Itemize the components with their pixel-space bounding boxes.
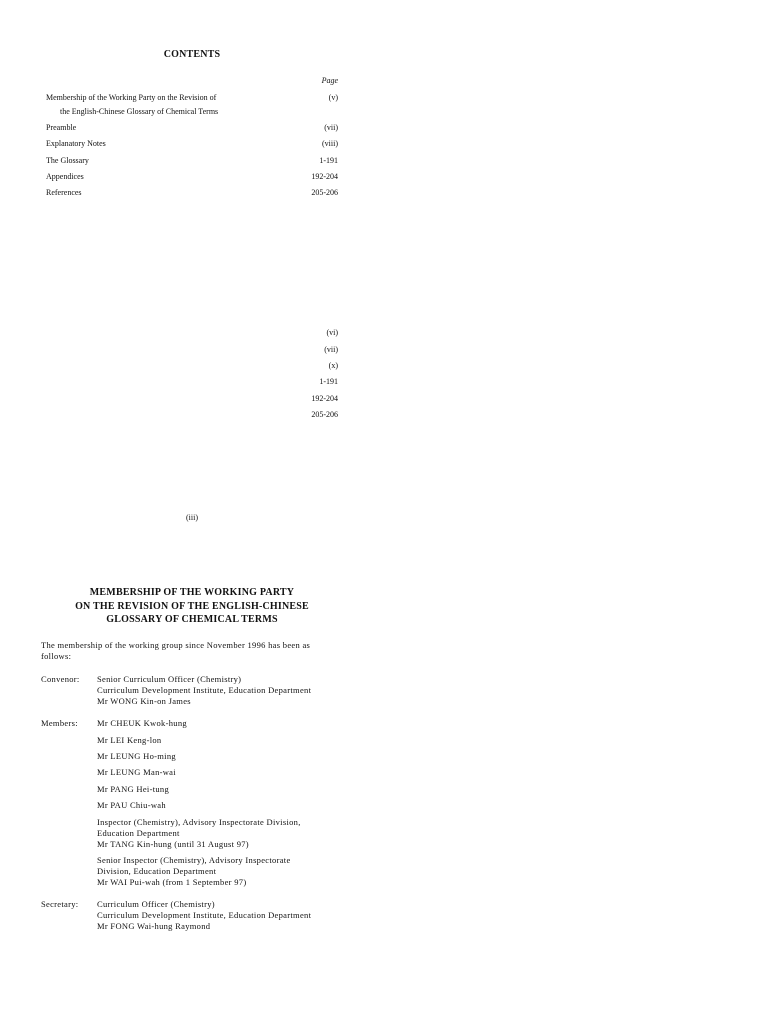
membership-title-line3: GLOSSARY OF CHEMICAL TERMS <box>106 614 278 625</box>
membership-title-line1: MEMBERSHIP OF THE WORKING PARTY <box>89 587 295 598</box>
page-number: 1-191 <box>319 377 338 386</box>
member-name: Mr LEUNG Ho-ming <box>97 751 176 761</box>
member-senior-inspector-line: Mr WAI Pui-wah (from 1 September 97) <box>97 877 247 887</box>
page-footer-number: (iii) <box>186 513 198 522</box>
secretary-line: Curriculum Development Institute, Education Department <box>97 910 312 920</box>
toc-entry-membership-line1: Membership of the Working Party on the Revision of <box>46 93 217 102</box>
member-name: Mr CHEUK Kwok-hung <box>97 718 187 728</box>
member-inspector-line: Inspector (Chemistry), Advisory Inspectorate Division, <box>97 817 301 827</box>
member-inspector-line: Mr TANG Kin-hung (until 31 August 97) <box>97 839 249 849</box>
toc-entry-explanatory-notes: Explanatory Notes <box>46 139 106 148</box>
toc-page-explanatory-notes: (viii) <box>322 139 338 148</box>
member-inspector-line: Education Department <box>97 828 180 838</box>
member-name: Mr LEI Keng-lon <box>97 735 162 745</box>
toc-entry-membership-line2: the English-Chinese Glossary of Chemical Terms <box>60 107 219 116</box>
toc-page-membership: (v) <box>328 93 338 102</box>
secretary-role: Secretary: <box>41 899 79 909</box>
member-name: Mr PANG Hei-tung <box>97 784 170 794</box>
member-senior-inspector-line: Division, Education Department <box>97 866 217 876</box>
membership-title-line2: ON THE REVISION OF THE ENGLISH-CHINESE <box>75 601 309 612</box>
toc-page-appendices: 192-204 <box>311 172 338 181</box>
page-number: (vi) <box>326 328 338 337</box>
contents-title: CONTENTS <box>163 49 221 60</box>
toc-page-glossary: 1-191 <box>319 156 338 165</box>
toc-entry-glossary: The Glossary <box>46 156 89 165</box>
membership-intro-line1: The membership of the working group since November 1996 has been as <box>41 640 311 650</box>
convenor-line: Curriculum Development Institute, Education Department <box>97 685 312 695</box>
page-number: (vii) <box>324 345 338 354</box>
convenor-role: Convenor: <box>41 674 80 684</box>
toc-entry-preamble: Preamble <box>46 123 77 132</box>
members-role: Members: <box>41 718 78 728</box>
page-number: 192-204 <box>311 394 338 403</box>
membership-intro-line2: follows: <box>41 651 72 661</box>
secretary-line: Mr FONG Wai-hung Raymond <box>97 921 211 931</box>
member-senior-inspector-line: Senior Inspector (Chemistry), Advisory Inspectorate <box>97 855 291 865</box>
secretary-line: Curriculum Officer (Chemistry) <box>97 899 215 909</box>
convenor-line: Mr WONG Kin-on James <box>97 696 191 706</box>
convenor-line: Senior Curriculum Officer (Chemistry) <box>97 674 242 684</box>
member-name: Mr LEUNG Man-wai <box>97 767 176 777</box>
toc-entry-appendices: Appendices <box>46 172 84 181</box>
toc-page-preamble: (vii) <box>324 123 338 132</box>
toc-entry-references: References <box>46 188 82 197</box>
page-number: 205-206 <box>311 410 338 419</box>
page-column-header: Page <box>321 76 338 85</box>
page-number: (x) <box>328 361 338 370</box>
member-name: Mr PAU Chiu-wah <box>97 800 166 810</box>
toc-page-references: 205-206 <box>311 188 338 197</box>
